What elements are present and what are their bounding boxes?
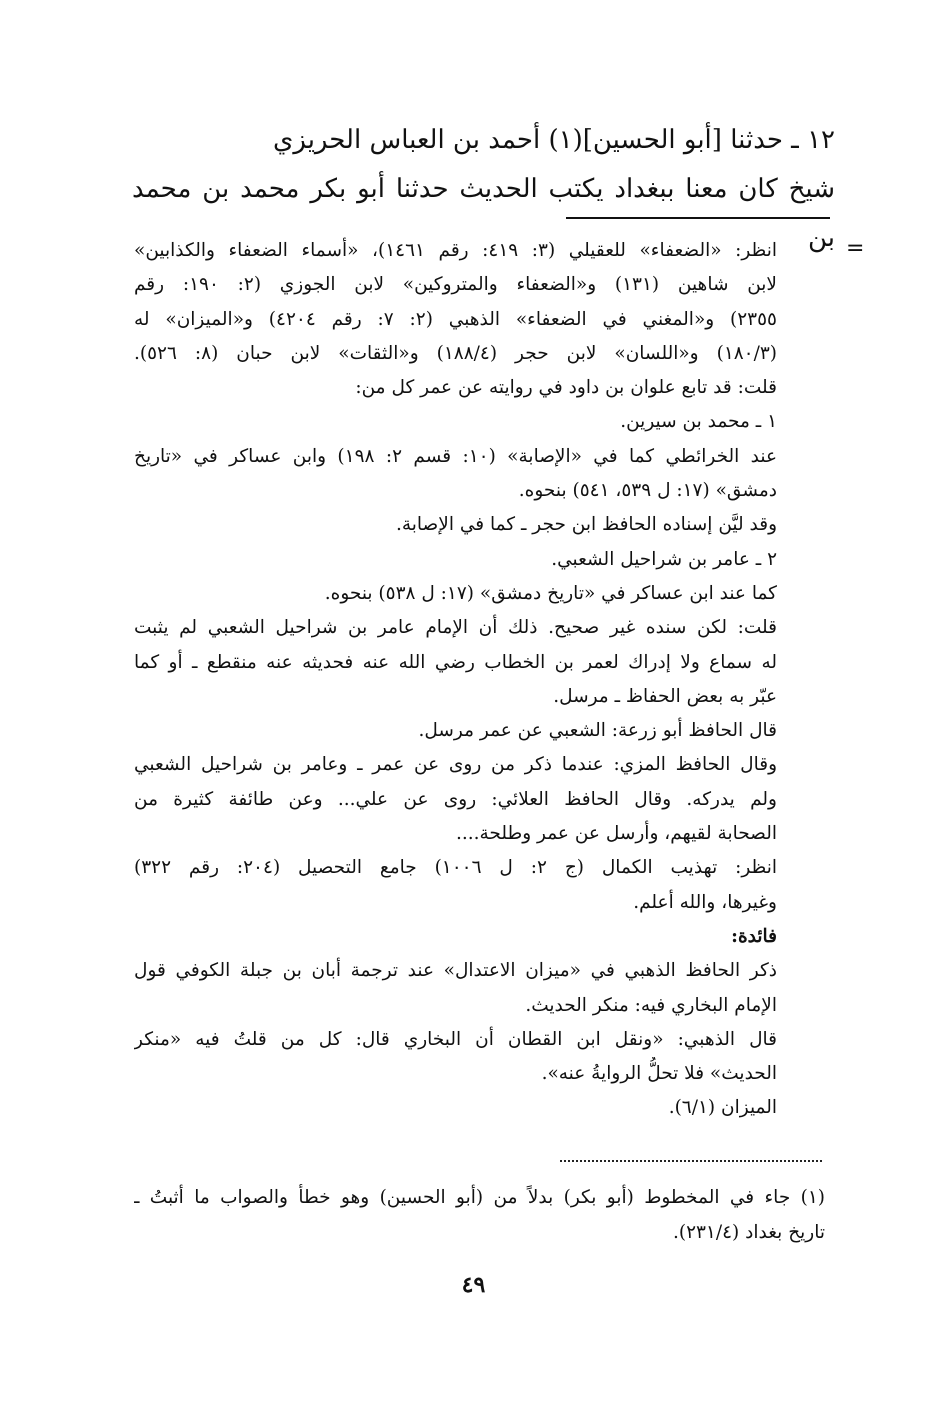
note-line: الإمام البخاري فيه: منكر الحديث.	[525, 994, 777, 1016]
note-line: (١٨٠/٣) و«اللسان» لابن حجر (١٨٨/٤) و«الثقات» لابن حبان (٨: ٥٢٦).	[134, 342, 777, 364]
notes-block	[134, 234, 777, 1126]
footnote-line-2: تاريخ بغداد (٢٣١/٤).	[672, 1222, 825, 1243]
note-line: ولم يدركه. وقال الحافظ العلائي: روى عن علي... وعن طائفة كثيرة من	[134, 788, 777, 810]
footnote-line-1: (١) جاء في المخطوط (أبو بكر) بدلاً من (أبو الحسين) وهو خطأ والصواب ما أثبتُ ـ	[134, 1187, 825, 1208]
note-line: وغيرها، والله أعلم.	[633, 891, 777, 913]
note-line: وقد ليَّن إسناده الحافظ ابن حجر ـ كما في الإصابة.	[395, 514, 777, 536]
note-line: وقال الحافظ المزي: عندما ذكر من روى عن عمر ـ وعامر بن شراحيل الشعبي	[134, 754, 777, 776]
main-text-line-2: شيخ كان معنا ببغداد يكتب الحديث حدثنا أبو بكر محمد بن محمد بن	[132, 174, 835, 253]
note-line: قلت: لكن سنده غير صحيح. ذلك أن الإمام عامر بن شراحيل الشعبي لم يثبت	[134, 617, 777, 639]
main-text-separator	[566, 217, 830, 219]
page-number: ٤٩	[461, 1272, 486, 1298]
note-line: ٢٣٥٥) و«المغني في الضعفاء» الذهبي (٢: ٧: رقم ٤٢٠٤) و«الميزان» له	[134, 308, 777, 330]
footnote-separator	[560, 1160, 822, 1162]
note-line: له سماع ولا إدراك لعمر بن الخطاب رضي الله عنه فحديثه عنه منقطع ـ أو كما	[134, 651, 777, 673]
note-line: الحديث» فلا تحلُّ الروايةُ عنه».	[541, 1063, 777, 1085]
continuation-mark: =	[846, 236, 865, 261]
note-line: دمشق» (١٧: ل ٥٣٩، ٥٤١) بنحوه.	[518, 480, 777, 502]
note-line: لابن شاهين (١٣١) و«الضعفاء والمتروكين» لابن الجوزي (٢: ١٩٠: رقم	[134, 274, 777, 296]
note-line: الصحابة لقيهم، وأرسل عن عمر وطلحة....	[455, 823, 777, 845]
main-text-line-1: ١٢ ـ حدثنا [أبو الحسين](١) أحمد بن العباس الحريزي	[273, 125, 835, 155]
note-line: قال الذهبي: «ونقل ابن القطان أن البخاري قال: كل من قلتُ فيه «منكر	[134, 1028, 777, 1050]
note-line: الميزان (٦/١).	[668, 1097, 777, 1119]
note-line: عبّر به بعض الحفاظ ـ مرسل.	[553, 685, 777, 707]
note-line: ٢ ـ عامر بن شراحيل الشعبي.	[551, 548, 777, 570]
note-line: كما عند ابن عساكر في «تاريخ دمشق» (١٧: ل ٥٣٨) بنحوه.	[324, 582, 777, 604]
footnote	[134, 1180, 825, 1250]
note-line: ١ ـ محمد بن سيرين.	[620, 411, 777, 433]
note-line: قال الحافظ أبو زرعة: الشعبي عن عمر مرسل.	[418, 720, 777, 742]
note-line: قلت: قد تابع علوان بن داود في روايته عن عمر كل من:	[355, 377, 777, 399]
note-line: عند الخرائطي كما في «الإصابة» (١٠: قسم ٢: ١٩٨) وابن عساكر في «تاريخ	[134, 445, 777, 467]
note-heading: فائدة:	[731, 925, 777, 947]
note-line: انظر: تهذيب الكمال (ج ٢: ل ١٠٠٦) جامع التحصيل (٢٠٤: رقم ٣٢٢)	[134, 857, 777, 879]
note-line: ذكر الحافظ الذهبي في «ميزان الاعتدال» عند ترجمة أبان بن جبلة الكوفي قول	[134, 960, 777, 982]
note-line: انظر: «الضعفاء» للعقيلي (٣: ٤١٩: رقم ١٤٦١)، «أسماء الضعفاء والكذابين»	[134, 240, 777, 261]
